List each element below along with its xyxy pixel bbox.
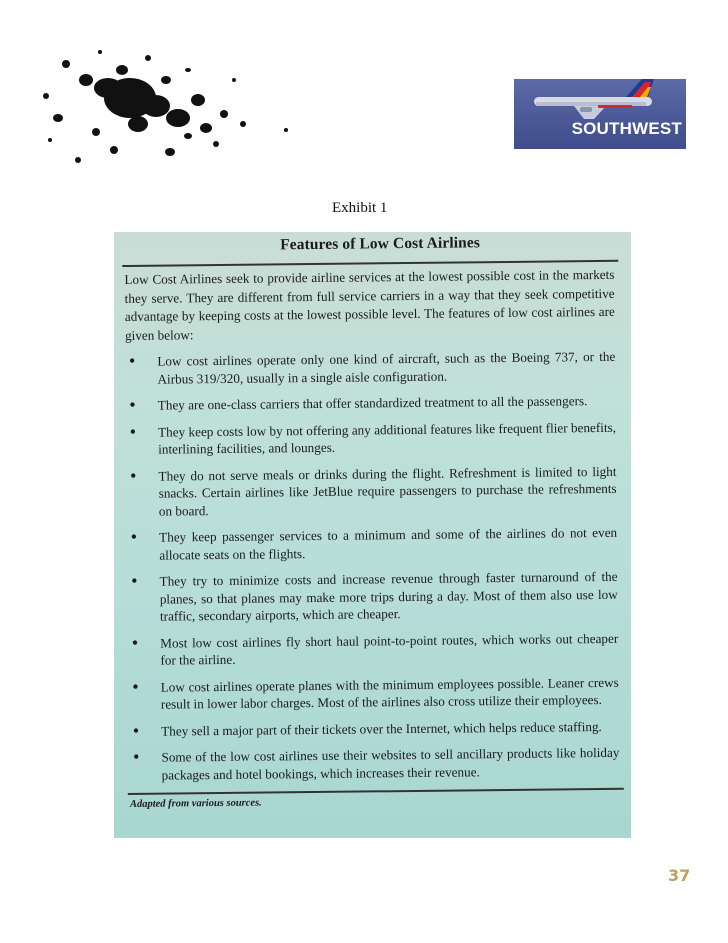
list-item: • Low cost airlines operate planes with the minimum employees possible. Leaner crews result in lower labor charges. Most of the airlines also cross utilize their employees. bbox=[127, 673, 623, 713]
list-item: • Low cost airlines operate only one kind of aircraft, such as the Boeing 737, or the Airbus 319/320, usually in a single aisle configuration. bbox=[123, 348, 619, 388]
list-item: • They keep passenger services to a minimum and some of the airlines do not even allocate seats on the flights. bbox=[125, 524, 621, 564]
list-item: • Some of the low cost airlines use their websites to sell ancillary products like holiday packages and hotel bookings, which increases their revenue. bbox=[127, 744, 623, 784]
list-item: • Most low cost airlines fly short haul point-to-point routes, which works out cheaper for the airline. bbox=[126, 629, 622, 669]
list-item: • They are one-class carriers that offer standardized treatment to all the passengers. bbox=[124, 392, 620, 415]
exhibit-label: Exhibit 1 bbox=[332, 200, 388, 216]
document-title: Features of Low Cost Airlines bbox=[280, 234, 481, 254]
document-photo bbox=[114, 232, 631, 838]
list-item: • They keep costs low by not offering any additional features like frequent flier benefits, interlining facilities, and lounges. bbox=[124, 418, 620, 458]
source-note: Adapted from various sources. bbox=[129, 797, 262, 810]
southwest-logo bbox=[514, 79, 686, 149]
intro-paragraph: Low Cost Airlines seek to provide airline services at the lowest possible cost in the markets they serve. They are different from full service carriers in a way that they seek competitive advantage by keeping costs at the lowest possible level. The features of low cost airlines are given below: bbox=[124, 266, 615, 343]
logo-text: SOUTHWEST bbox=[571, 119, 682, 138]
document-content bbox=[122, 233, 624, 810]
list-item: • They try to minimize costs and increase revenue through faster turnaround of the planes, so that planes may make more trips during a day. Most of them also use low traffic, secondary airports, which are cheaper. bbox=[126, 568, 623, 626]
page-number: 37 bbox=[668, 866, 691, 885]
list-item: • They do not serve meals or drinks during the flight. Refreshment is limited to light snacks. Certain airlines like JetBlue require passengers to purchase the refreshments on board. bbox=[124, 462, 621, 520]
list-item: • They sell a major part of their tickets over the Internet, which helps reduce staffing. bbox=[127, 717, 623, 740]
ink-splatter-icon bbox=[38, 40, 308, 180]
features-list bbox=[123, 348, 623, 784]
